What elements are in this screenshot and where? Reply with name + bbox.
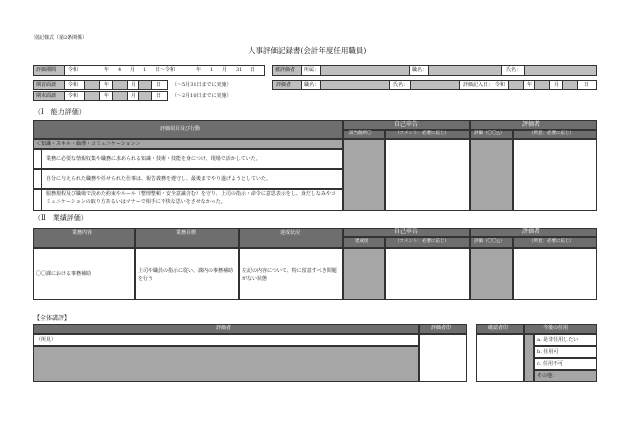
section2-sub-eval-grade: 評価（〇〇△） (474, 239, 505, 244)
section1-eval-grade-input[interactable] (470, 139, 513, 211)
section2-row-status: 左記の内容について、特に留意すべき問題がない状態 (242, 268, 337, 282)
evaluator-label: 評価者 (276, 82, 292, 88)
section2-row-content: 〇〇課における事務補助 (36, 271, 92, 277)
start-month-field[interactable] (112, 80, 128, 90)
section3-col-evaluator-seal: 評価者印 (431, 325, 452, 331)
section1-col-self: 自己申告 (394, 121, 419, 128)
section3-findings-body[interactable] (33, 346, 419, 382)
entry-day-field[interactable] (562, 80, 578, 90)
end-year-unit: 年 (104, 93, 110, 99)
end-year-field[interactable] (84, 91, 100, 101)
end-reiwa: 令和 (68, 93, 79, 99)
period-end-month-value: 1 (210, 67, 214, 73)
evaluatee-position-label: 職名： (412, 67, 428, 73)
next-term-option-c-label: c. 任用不可 (537, 361, 563, 367)
section1-self-check-input[interactable] (343, 139, 385, 211)
entry-year-unit: 年 (527, 82, 533, 88)
section2-col-status: 達成状況 (280, 230, 301, 236)
next-term-option-other-label: その他： (537, 373, 558, 379)
start-interview-note: （～5月31日までに実施） (172, 82, 232, 88)
evaluatee-affiliation-field[interactable] (320, 65, 410, 76)
entry-year-field[interactable] (508, 80, 524, 90)
section1-heading: （Ⅰ 能力評価） (34, 108, 86, 116)
section2-col-goal: 業務目標 (176, 230, 197, 236)
end-interview-label: 期末面談 (36, 93, 57, 99)
period-end-month: 月 (222, 67, 228, 73)
entry-date-label: 評価記入日： (463, 82, 494, 88)
start-day-unit: 日 (156, 82, 162, 88)
period-to-reiwa: 日～令和 (155, 67, 176, 73)
section1-col-items: 評価項目及び行動 (160, 126, 201, 132)
period-end-year: 年 (196, 67, 202, 73)
section1-eval-comment-input[interactable] (513, 139, 597, 211)
section3-evaluator-seal-box[interactable] (419, 334, 467, 382)
evaluatee-position-field[interactable] (428, 65, 502, 76)
next-term-option-a-label: a. 是非任用したい (537, 337, 579, 343)
period-month-value: 4 (118, 67, 122, 73)
section2-col-evaluator: 評価者 (522, 228, 541, 235)
period-reiwa: 令和 (68, 67, 79, 73)
section3-findings-label: （所見） (36, 337, 57, 343)
period-year: 年 (104, 67, 110, 73)
entry-date-reiwa: 令和 (495, 82, 506, 88)
section1-self-comment-input[interactable] (385, 139, 470, 211)
entry-month-field[interactable] (534, 80, 550, 90)
end-day-unit: 日 (156, 93, 162, 99)
start-year-unit: 年 (104, 82, 110, 88)
section2-col-content: 業務内容 (72, 230, 93, 236)
section3-col-evaluator: 評価者 (216, 325, 232, 331)
period-end-day: 日 (250, 67, 256, 73)
section1-item-3-text: 服務規程及び職場で決めた約束やルール（整理整頓・安全意識含む）を守り、上司の指示・命令に意思表示をし、身だしなみやコミュニケーションの取り方あるいはマナーで相手に不快な思いをさせなかった。 (46, 191, 336, 205)
section2-sub-eval-comment: （所見：必要に応じ） (529, 239, 574, 244)
evaluator-name-field[interactable] (410, 80, 460, 90)
evaluator-name-label: 氏名： (393, 82, 409, 88)
section1-category: ＜知識・スキル・倫理・コミュニケーション＞ (36, 141, 141, 147)
end-day-field[interactable] (138, 91, 152, 101)
section1-item-indent-line (41, 149, 42, 211)
period-month: 月 (130, 67, 136, 73)
period-end-day-value: 31 (236, 67, 243, 73)
section2-eval-comment-input[interactable] (513, 248, 597, 300)
section3-heading: 【全体講評】 (34, 315, 71, 322)
form-note: 別記様式（第2条関係） (34, 35, 88, 41)
next-term-option-b-label: b. 任用可 (537, 349, 559, 355)
start-interview-label: 期首面談 (36, 82, 57, 88)
section3-col-confirmer-seal: 確認者印 (488, 325, 509, 331)
entry-day-unit: 日 (584, 82, 590, 88)
section2-eval-grade-input[interactable] (470, 248, 513, 300)
section1-sub-self-comment: （コメント：必要に応じ） (395, 131, 449, 136)
evaluatee-name-label: 氏名： (506, 67, 522, 73)
section2-self-comment-input[interactable] (385, 248, 470, 300)
next-term-mark-column[interactable] (524, 334, 534, 382)
end-month-unit: 月 (131, 93, 137, 99)
section1-sub-eval-comment: （所見：必要に応じ） (529, 131, 574, 136)
page-title: 人事評価記録書(会計年度任用職員) (248, 46, 367, 55)
evaluatee-label: 被評価者 (275, 67, 296, 73)
start-day-field[interactable] (138, 80, 152, 90)
section2-sub-self-achieve: 達成度 (355, 239, 369, 244)
section2-heading: （Ⅱ 業績評価） (34, 214, 88, 222)
section3-col-next-term: 今後の任用 (543, 325, 569, 331)
section2-col-self: 自己申告 (394, 228, 419, 235)
evaluatee-name-field[interactable] (524, 65, 597, 76)
section1-sub-self-check: 該当個所〇 (349, 131, 372, 136)
evaluatee-affiliation-label: 所属： (304, 67, 320, 73)
evaluator-position-label: 職名： (304, 82, 320, 88)
section3-findings-area[interactable] (33, 334, 419, 346)
section3-confirmer-seal-box[interactable] (476, 334, 524, 382)
section1-sub-eval-grade: 評価（〇〇△） (474, 131, 505, 136)
end-month-field[interactable] (112, 91, 128, 101)
entry-month-unit: 月 (554, 82, 560, 88)
start-month-unit: 月 (131, 82, 137, 88)
period-day-value: 1 (143, 67, 147, 73)
section1-item-1-text: 業務に必要な情報収集や職務に求められる知識・技術・技能を身につけ、現場で活かしていた。 (46, 156, 261, 162)
end-interview-note: （～2月10日までに実施） (172, 93, 232, 99)
evaluator-position-field[interactable] (320, 80, 390, 90)
period-label: 評価期間 (36, 67, 57, 73)
section1-col-evaluator: 評価者 (522, 121, 541, 128)
start-reiwa: 令和 (68, 82, 79, 88)
section1-item-2-text: 自分に与えられた職務や任せられた仕事は、報告義務を遵守し、最後までやり遂げようとしていた。 (46, 176, 272, 182)
section2-row-goal: 上司や職員の指示に従い、課内の事務補助を行う (138, 268, 234, 282)
section2-sub-self-comment: （コメント：必要に応じ） (395, 239, 449, 244)
start-year-field[interactable] (84, 80, 100, 90)
section2-self-achieve-input[interactable] (343, 248, 385, 300)
